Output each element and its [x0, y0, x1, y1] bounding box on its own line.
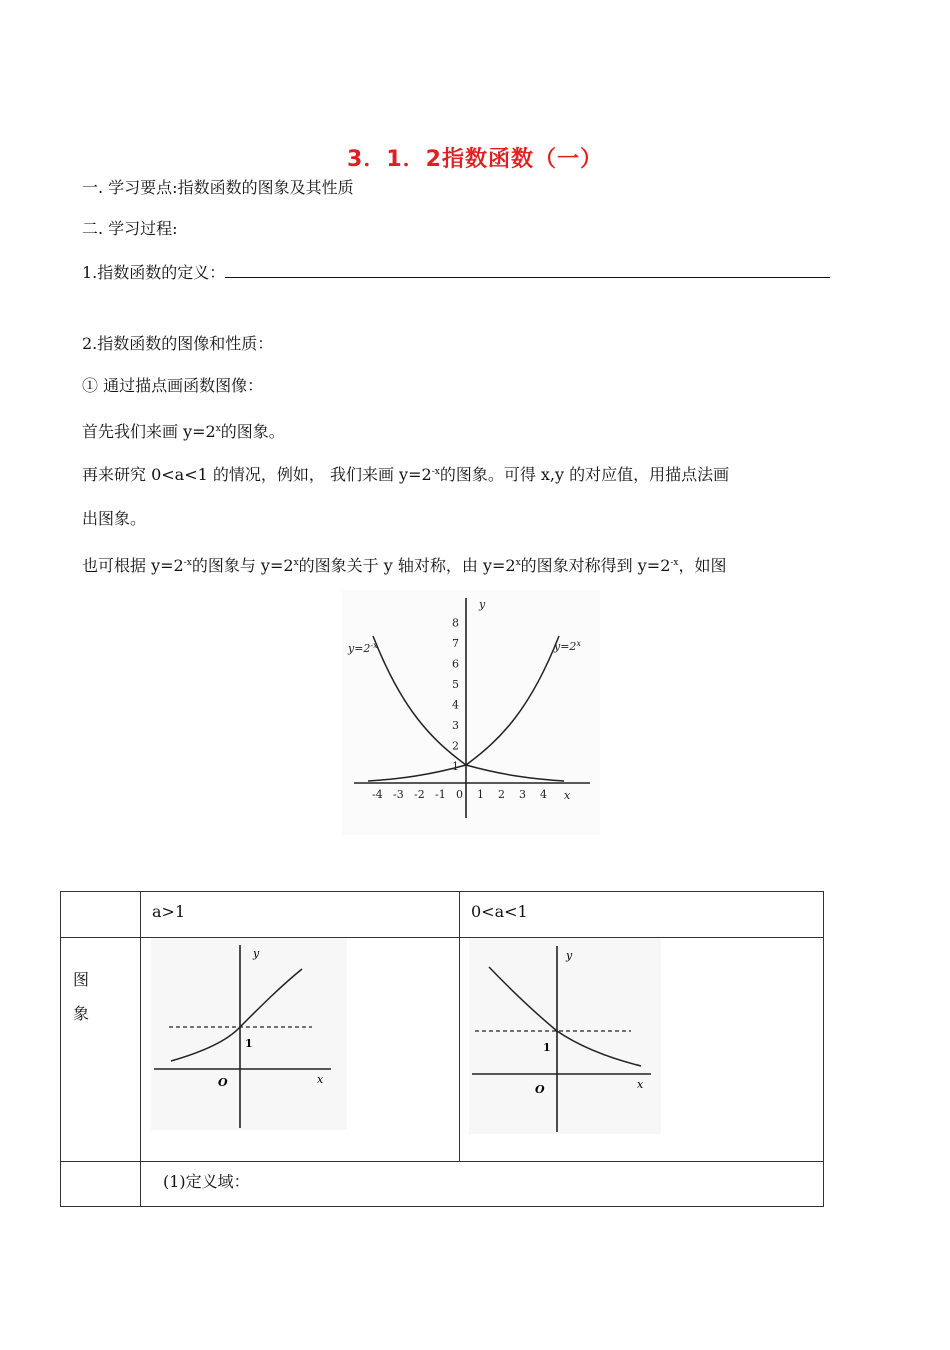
- x-tick-label: -2: [414, 788, 425, 801]
- x-tick-label: -4: [372, 788, 383, 801]
- graph-a-gt-1: [151, 938, 347, 1130]
- svg-text:y: y: [253, 947, 260, 960]
- y-tick-label: 8: [452, 616, 459, 630]
- label-y-2-x: $y=2^x$: [554, 639, 581, 653]
- y-tick-label: 4: [452, 698, 459, 712]
- svg-text:x: x: [317, 1073, 324, 1086]
- svg-text:1: 1: [543, 1041, 551, 1054]
- definition-label: 1.指数函数的定义：: [82, 263, 226, 282]
- svg-text:1: 1: [245, 1037, 253, 1050]
- row-label-domain: [61, 1162, 141, 1207]
- x-tick-label: 4: [540, 788, 547, 801]
- para-second-cont: 出图象。: [82, 509, 147, 528]
- curve-right-lower: [466, 765, 564, 781]
- x-axis-label: x: [564, 789, 571, 802]
- page-title: 3．1．2指数函数（一）: [347, 147, 603, 172]
- definition-line: [82, 262, 830, 284]
- y-tick-label: 2: [452, 739, 459, 753]
- svg-text:y: y: [566, 949, 573, 962]
- graph-b-lt-1: [469, 938, 661, 1134]
- svg-text:O: O: [218, 1076, 228, 1089]
- svg-text:O: O: [535, 1083, 545, 1096]
- y-tick-label: 5: [452, 678, 459, 691]
- x-tick-label: 1: [477, 788, 484, 801]
- row-label-graph: 图 象: [61, 938, 141, 1162]
- graph-cell-a: [141, 938, 460, 1162]
- para-second: 再来研究 0<a<1 的情况，例如， 我们来画 $y=2^{-x}$的图象。可得 x,y 的对应值，用描点法画: [82, 465, 730, 484]
- x-tick-label: 0: [456, 788, 463, 801]
- x-tick-label: 3: [519, 788, 526, 801]
- para-first: 首先我们来画 $y=2^x$的图象。: [82, 422, 285, 441]
- comparison-table: [60, 891, 824, 1207]
- y-tick-label: 6: [452, 657, 459, 671]
- curve-right-upper: [466, 636, 559, 765]
- y-axis-label: y: [479, 598, 486, 611]
- study-points: 一. 学习要点:指数函数的图象及其性质: [82, 178, 354, 197]
- x-tick-label: 2: [498, 788, 505, 801]
- y-tick-label: 1: [452, 760, 459, 773]
- header-a-lt-1: 0<a<1: [460, 892, 824, 938]
- x-tick-label: -3: [393, 788, 404, 801]
- x-tick-label: -1: [435, 788, 446, 801]
- graph-cell-b: [460, 938, 824, 1162]
- graph-properties-heading: 2.指数函数的图像和性质：: [82, 334, 274, 353]
- exponential-figure: [342, 590, 600, 835]
- definition-blank[interactable]: [225, 263, 830, 278]
- y-tick-label: 7: [452, 637, 459, 650]
- study-process: 二. 学习过程:: [82, 219, 178, 238]
- svg-text:x: x: [637, 1078, 644, 1091]
- domain-cell: (1)定义域：: [141, 1162, 824, 1207]
- para-third: 也可根据 $y=2^{-x}$的图象与 $y=2^x$的图象关于 y 轴对称，由 $y=2^x$的图象对称得到 $y=2^{-x}$，如图: [82, 556, 727, 575]
- header-a-gt-1: a>1: [141, 892, 460, 938]
- step-one: ① 通过描点画函数图像：: [82, 376, 264, 395]
- table-corner: [61, 892, 141, 938]
- y-tick-label: 3: [452, 719, 459, 732]
- label-y-2-neg-x: $y=2^{-x}$: [348, 641, 378, 655]
